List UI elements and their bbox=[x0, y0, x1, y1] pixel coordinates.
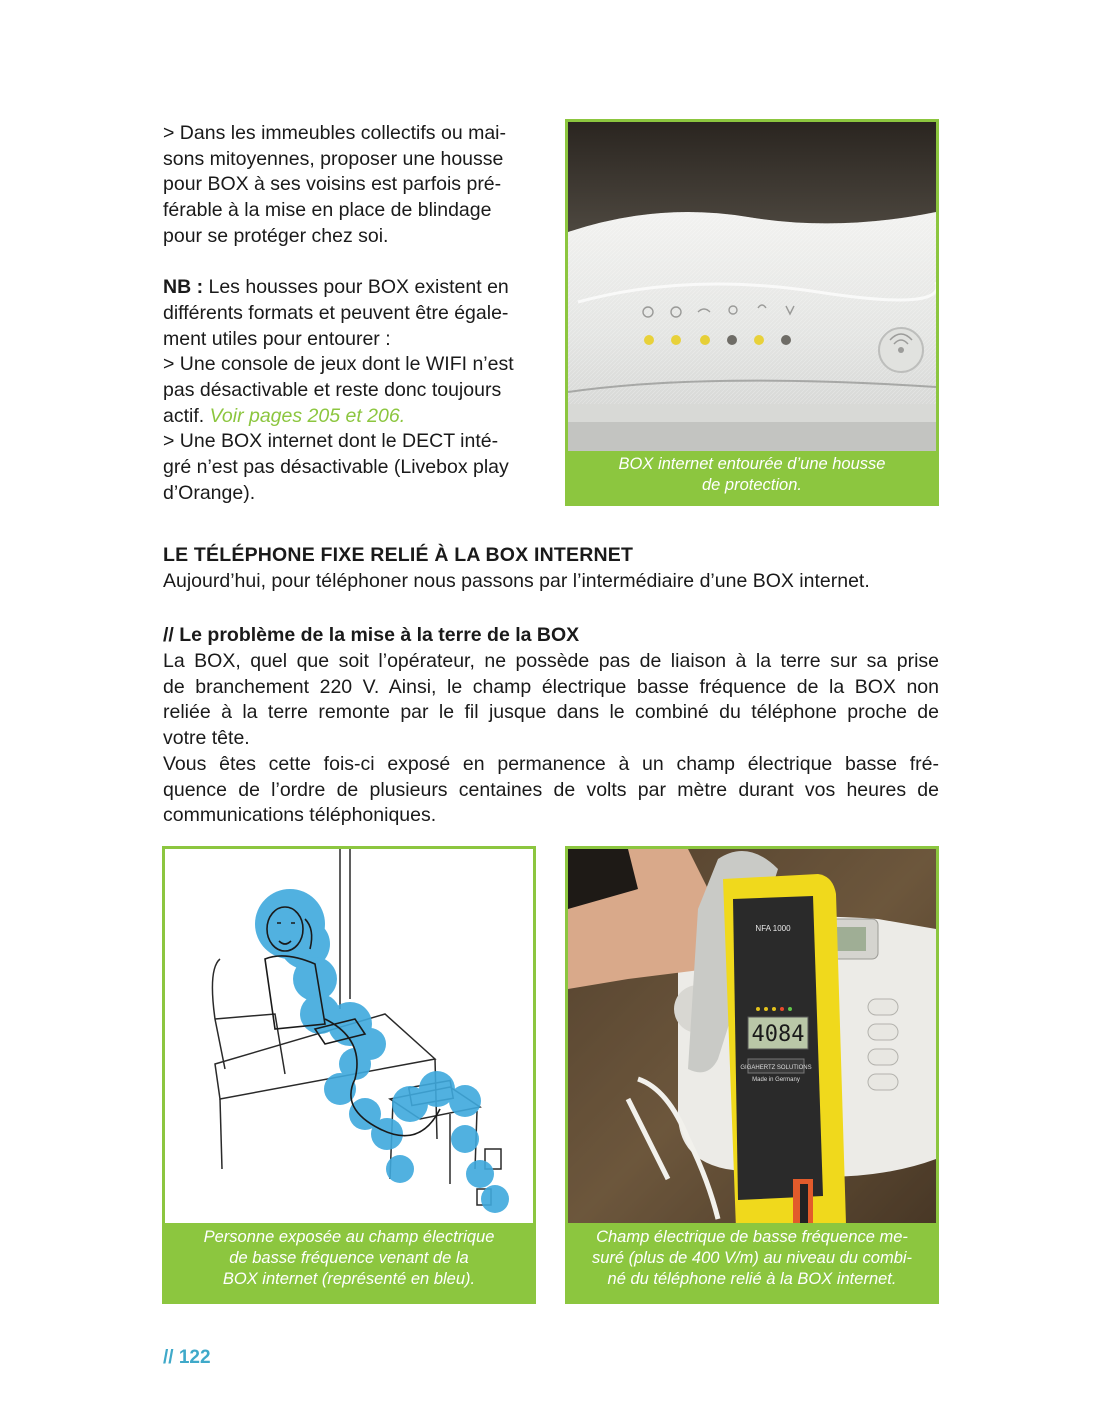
text-line: communications téléphoniques. bbox=[163, 804, 437, 827]
figure-caption bbox=[568, 451, 936, 503]
text-line: pour BOX à ses voisins est parfois pré- bbox=[163, 173, 502, 196]
text-line: > Dans les immeubles collectifs ou mai- bbox=[163, 122, 507, 144]
nb-line: d’Orange). bbox=[163, 481, 256, 504]
meter-made-in: Made in Germany bbox=[752, 1077, 800, 1083]
intro-paragraph bbox=[163, 121, 535, 250]
page-reference-link[interactable]: Voir pages 205 et 206. bbox=[209, 404, 406, 427]
nb-line: ment utiles pour entourer : bbox=[163, 327, 391, 350]
body-paragraph bbox=[163, 752, 939, 829]
spacer bbox=[163, 250, 535, 276]
page-number: // 122 bbox=[163, 1347, 211, 1368]
meter-photo bbox=[568, 849, 936, 1229]
subsection-heading: // Le problème de la mise à la terre de la BOX bbox=[163, 624, 580, 646]
nb-line: actif. bbox=[163, 404, 210, 427]
caption-line: de basse fréquence venant de la bbox=[229, 1249, 469, 1267]
nb-paragraph bbox=[163, 275, 535, 506]
nb-line: gré n’est pas désactivable (Livebox play bbox=[163, 456, 509, 479]
text-line: sons mitoyennes, proposer une housse bbox=[163, 147, 504, 170]
meter-display-value: 4084 bbox=[751, 1022, 805, 1047]
nb-label: NB : bbox=[163, 276, 204, 299]
figure-caption bbox=[165, 1223, 533, 1301]
text-line: votre tête. bbox=[163, 727, 250, 750]
person-illustration-figure bbox=[162, 846, 536, 1304]
nb-line: > Une console de jeux dont le WIFI n’est bbox=[163, 353, 514, 376]
body-paragraph bbox=[163, 649, 939, 752]
caption-line: Champ électrique de basse fréquence me- bbox=[596, 1228, 908, 1246]
caption-line: suré (plus de 400 V/m) au niveau du combi- bbox=[591, 1249, 913, 1267]
caption-line: de protection. bbox=[702, 476, 802, 494]
nb-line: pas désactivable et reste donc toujours bbox=[163, 379, 502, 402]
text-line: de branchement 220 V. Ainsi, le champ électrique basse fréquence de la BOX non bbox=[163, 675, 939, 698]
box-cover-figure bbox=[565, 119, 939, 506]
caption-line: né du téléphone relié à la BOX internet. bbox=[607, 1270, 897, 1288]
text-line: La BOX, quel que soit l’opérateur, ne possède pas de liaison à la terre sur sa prise bbox=[163, 650, 939, 672]
intro-column bbox=[163, 121, 535, 507]
text-line: quence de l’ordre de plusieurs centaines de volts par mètre durant vos heures de bbox=[163, 778, 939, 801]
box-cover-photo bbox=[568, 122, 936, 457]
section-heading: LE TÉLÉPHONE FIXE RELIÉ À LA BOX INTERNET bbox=[163, 544, 634, 566]
meter-model: NFA 1000 bbox=[755, 924, 791, 933]
caption-line: Personne exposée au champ électrique bbox=[203, 1228, 495, 1246]
nb-line: > Une BOX internet dont le DECT inté- bbox=[163, 430, 499, 453]
text-line: Vous êtes cette fois-ci exposé en permanence à un champ électrique basse fré- bbox=[163, 753, 939, 775]
text-line: férable à la mise en place de blindage bbox=[163, 199, 492, 222]
caption-line: BOX internet entourée d’une housse bbox=[618, 455, 886, 473]
text-line: pour se protéger chez soi. bbox=[163, 224, 389, 247]
caption-line: BOX internet (représenté en bleu). bbox=[222, 1270, 476, 1288]
meter-brand: GIGAHERTZ SOLUTIONS bbox=[740, 1065, 812, 1071]
text-line: reliée à la terre remonte par le fil jusque dans le combiné du téléphone proche de bbox=[163, 701, 939, 724]
section-intro: Aujourd’hui, pour téléphoner nous passons par l’intermédiaire d’une BOX internet. bbox=[163, 570, 870, 592]
person-illustration bbox=[165, 849, 533, 1229]
meter-photo-figure bbox=[565, 846, 939, 1304]
figure-caption bbox=[568, 1223, 936, 1301]
nb-line: différents formats et peuvent être égale- bbox=[163, 301, 509, 324]
nb-line: Les housses pour BOX existent en bbox=[203, 276, 509, 299]
